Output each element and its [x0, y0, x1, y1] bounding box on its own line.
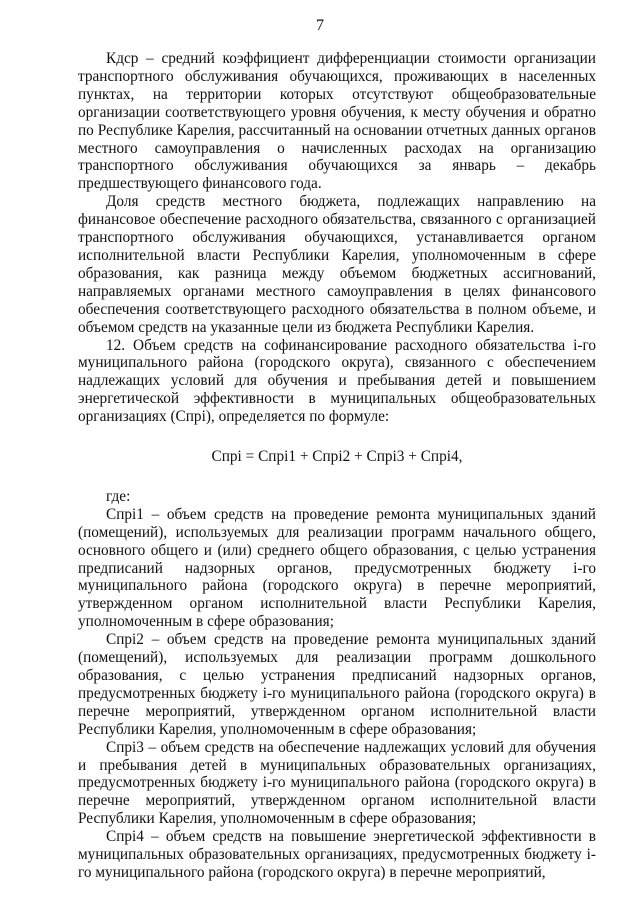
- paragraph-spri3-definition: Спрi3 – объем средств на обеспечение надлежащих условий для обучения и пребывания детей в муниципальных образовательных организациях, предусмотренных бюджету i-го муниципального района (городского округа) в перечне мероприятий, утвержденном органом исполнительной власти Республики Карелия, уполномоченным в сфере образования;: [78, 738, 596, 828]
- page-number: 7: [316, 17, 324, 34]
- paragraph-kdsr-definition: Кдср – средний коэффициент дифференциации стоимости организации транспортного обслуживания обучающихся, проживающих в населенных пунктах, на территории которых отсутствуют общеобразовательные организации соответствующего уровня обучения, к месту обучения и обратно по Республике Карелия, рассчитанный на основании отчетных данных органов местного самоуправления о начисленных расходах на организацию транспортного обслуживания обучающихся за январь – декабрь предшествующего финансового года.: [78, 50, 596, 193]
- paragraph-spri2-definition: Спрi2 – объем средств на проведение ремонта муниципальных зданий (помещений), используемых для реализации программ дошкольного образования, с целью устранения предписаний надзорных органов, предусмотренных бюджету i-го муниципального района (городского округа) в перечне мероприятий, утвержденном органом исполнительной власти Республики Карелия, уполномоченным в сфере образования;: [78, 631, 596, 738]
- paragraph-item-12: 12. Объем средств на софинансирование расходного обязательства i-го муниципального района (городского округа), связанного с обеспечением надлежащих условий для обучения и пребывания детей и повышением энергетической эффективности в муниципальных общеобразовательных организациях (Спрi), определяется по формуле:: [78, 336, 596, 426]
- paragraph-spri4-definition: Спрi4 – объем средств на повышение энергетической эффективности в муниципальных образовательных организациях, предусмотренных бюджету i-го муниципального района (городского округа) в перечне мероприятий,: [78, 828, 596, 881]
- paragraph-spri1-definition: Спрi1 – объем средств на проведение ремонта муниципальных зданий (помещений), используемых для реализации программ начального общего, основного общего и (или) среднего общего образования, с целью устранения предписаний надзорных органов, предусмотренных бюджету i-го муниципального района (городского округа) в перечне мероприятий, утвержденном органом исполнительной власти Республики Карелия, уполномоченным в сфере образования;: [78, 505, 596, 631]
- paragraph-where-label: где:: [106, 487, 131, 505]
- paragraph-local-budget-share: Доля средств местного бюджета, подлежащих направлению на финансовое обеспечение расходного обязательства, связанного с организацией транспортного обслуживания обучающихся, устанавливается органом исполнительной власти Республики Карелия, уполномоченным в сфере образования, как разница между объемом бюджетных ассигнований, направляемых органами местного самоуправления в целях финансового обеспечения соответствующего расходного обязательства в полном объеме, и объемом средств на указанные цели из бюджета Республики Карелия.: [78, 193, 596, 336]
- formula: Спрi = Спрi1 + Спрi2 + Спрi3 + Спрi4,: [211, 448, 463, 466]
- document-body: [78, 50, 596, 882]
